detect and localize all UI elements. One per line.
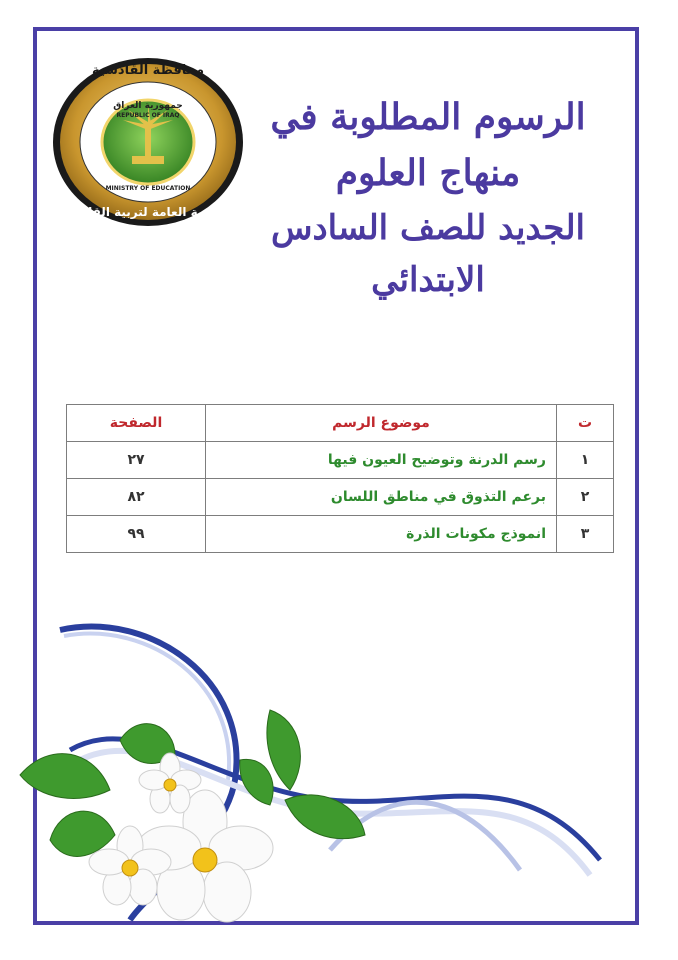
title-line-2: الجديد للصف السادس الابتدائي: [270, 207, 586, 301]
header-topic: موضوع الرسم: [206, 405, 557, 442]
row-page: ٨٢: [67, 479, 206, 516]
drawings-table: [66, 404, 614, 553]
logo-ring-top-text: جمهورية العراق: [113, 101, 183, 111]
row-number: ٣: [557, 516, 614, 553]
row-topic: انموذج مكونات الذرة: [206, 516, 557, 553]
logo-top-text: محافظة القادسية: [91, 63, 205, 78]
table-row: [67, 516, 614, 553]
flowers-ribbon-icon: [0, 590, 678, 960]
row-page: ٩٩: [67, 516, 206, 553]
row-topic: برعم التذوق في مناطق اللسان: [206, 479, 557, 516]
title-line-1: الرسوم المطلوبة في منهاج العلوم: [270, 96, 586, 194]
header-page: الصفحة: [67, 405, 206, 442]
directorate-logo: [48, 50, 248, 230]
page-title: [228, 90, 628, 307]
table-row: [67, 479, 614, 516]
row-page: ٢٧: [67, 442, 206, 479]
table-row: [67, 442, 614, 479]
row-topic: رسم الدرنة وتوضيح العيون فيها: [206, 442, 557, 479]
logo-ring-bottom-en-text: MINISTRY OF EDUCATION: [105, 185, 191, 192]
logo-ring-top-en-text: REPUBLIC OF IRAQ: [116, 112, 180, 119]
logo-bottom-text: المديرية العامة لتربية القادسية: [58, 205, 238, 219]
row-number: ٢: [557, 479, 614, 516]
table-header-row: [67, 405, 614, 442]
row-number: ١: [557, 442, 614, 479]
header-number: ت: [557, 405, 614, 442]
